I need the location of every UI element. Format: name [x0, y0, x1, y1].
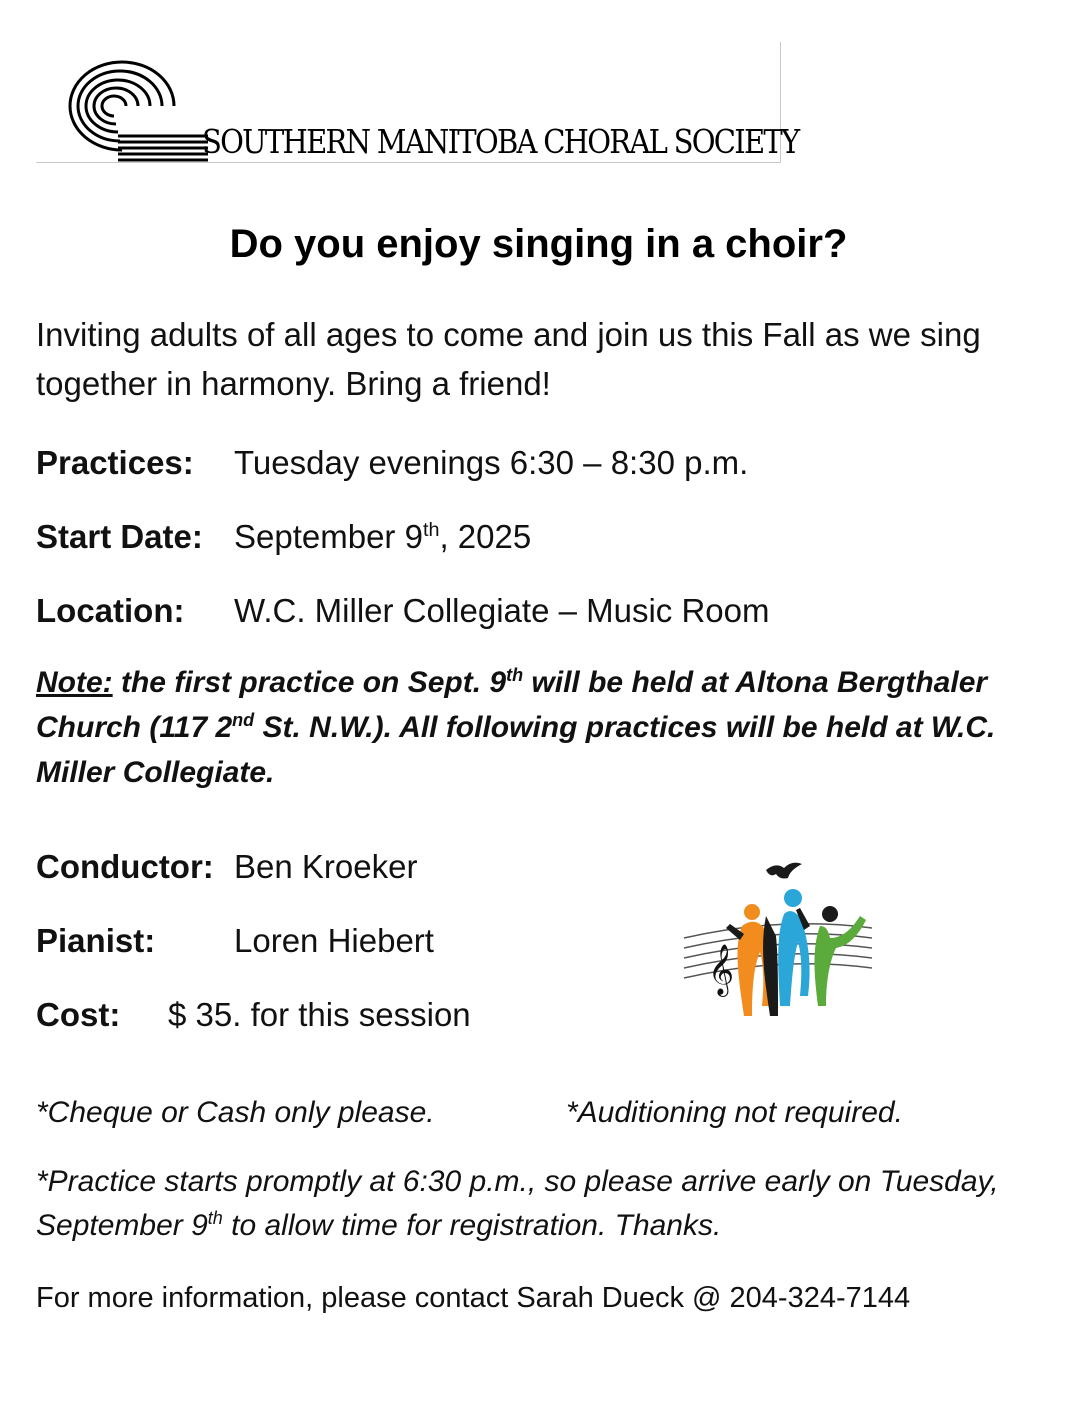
letterhead: [36, 42, 799, 163]
audition-footnote: *Auditioning not required.: [566, 1096, 903, 1129]
practices-value: Tuesday evenings 6:30 – 8:30 p.m.: [234, 444, 749, 481]
choir-singers-illustration: [680, 856, 880, 1026]
cost-value: $ 35. for this session: [168, 996, 471, 1033]
practices-label: Practices:: [36, 444, 194, 481]
pianist-row: [36, 922, 434, 960]
conductor-label: Conductor:: [36, 848, 214, 885]
cost-label: Cost:: [36, 996, 121, 1033]
first-practice-note: Note: the first practice on Sept. 9th will be held at Altona Bergthaler Church (117 2nd St. N.W.). All following practices will be held at W.C. Miller Collegiate.: [36, 665, 996, 789]
contact-info: For more information, please contact Sarah Dueck @ 204-324-7144: [36, 1282, 911, 1314]
start-date-value: September 9th, 2025: [234, 518, 532, 555]
location-row: [36, 592, 770, 630]
practices-row: [36, 444, 749, 482]
payment-footnote: *Cheque or Cash only please.: [36, 1096, 435, 1129]
note-label: Note:: [36, 666, 113, 699]
choral-society-logo: [58, 52, 208, 162]
organization-name: SOUTHERN MANITOBA CHORAL SOCIETY: [202, 122, 799, 161]
location-label: Location:: [36, 592, 185, 629]
practice-footnote: *Practice starts promptly at 6:30 p.m., so please arrive early on Tuesday, September 9th to allow time for registration. Thanks.: [36, 1165, 999, 1242]
conductor-row: [36, 848, 418, 886]
pianist-value: Loren Hiebert: [234, 922, 434, 959]
location-value: W.C. Miller Collegiate – Music Room: [234, 592, 770, 629]
start-date-label: Start Date:: [36, 518, 203, 555]
intro-text: Inviting adults of all ages to come and join us this Fall as we sing together in harmony. Bring a friend!: [36, 316, 981, 402]
conductor-value: Ben Kroeker: [234, 848, 418, 885]
cost-row: [36, 996, 471, 1034]
start-date-row: [36, 518, 532, 556]
svg-text:𝄞: 𝄞: [708, 944, 735, 995]
page-title: Do you enjoy singing in a choir?: [229, 222, 848, 266]
pianist-label: Pianist:: [36, 922, 156, 959]
